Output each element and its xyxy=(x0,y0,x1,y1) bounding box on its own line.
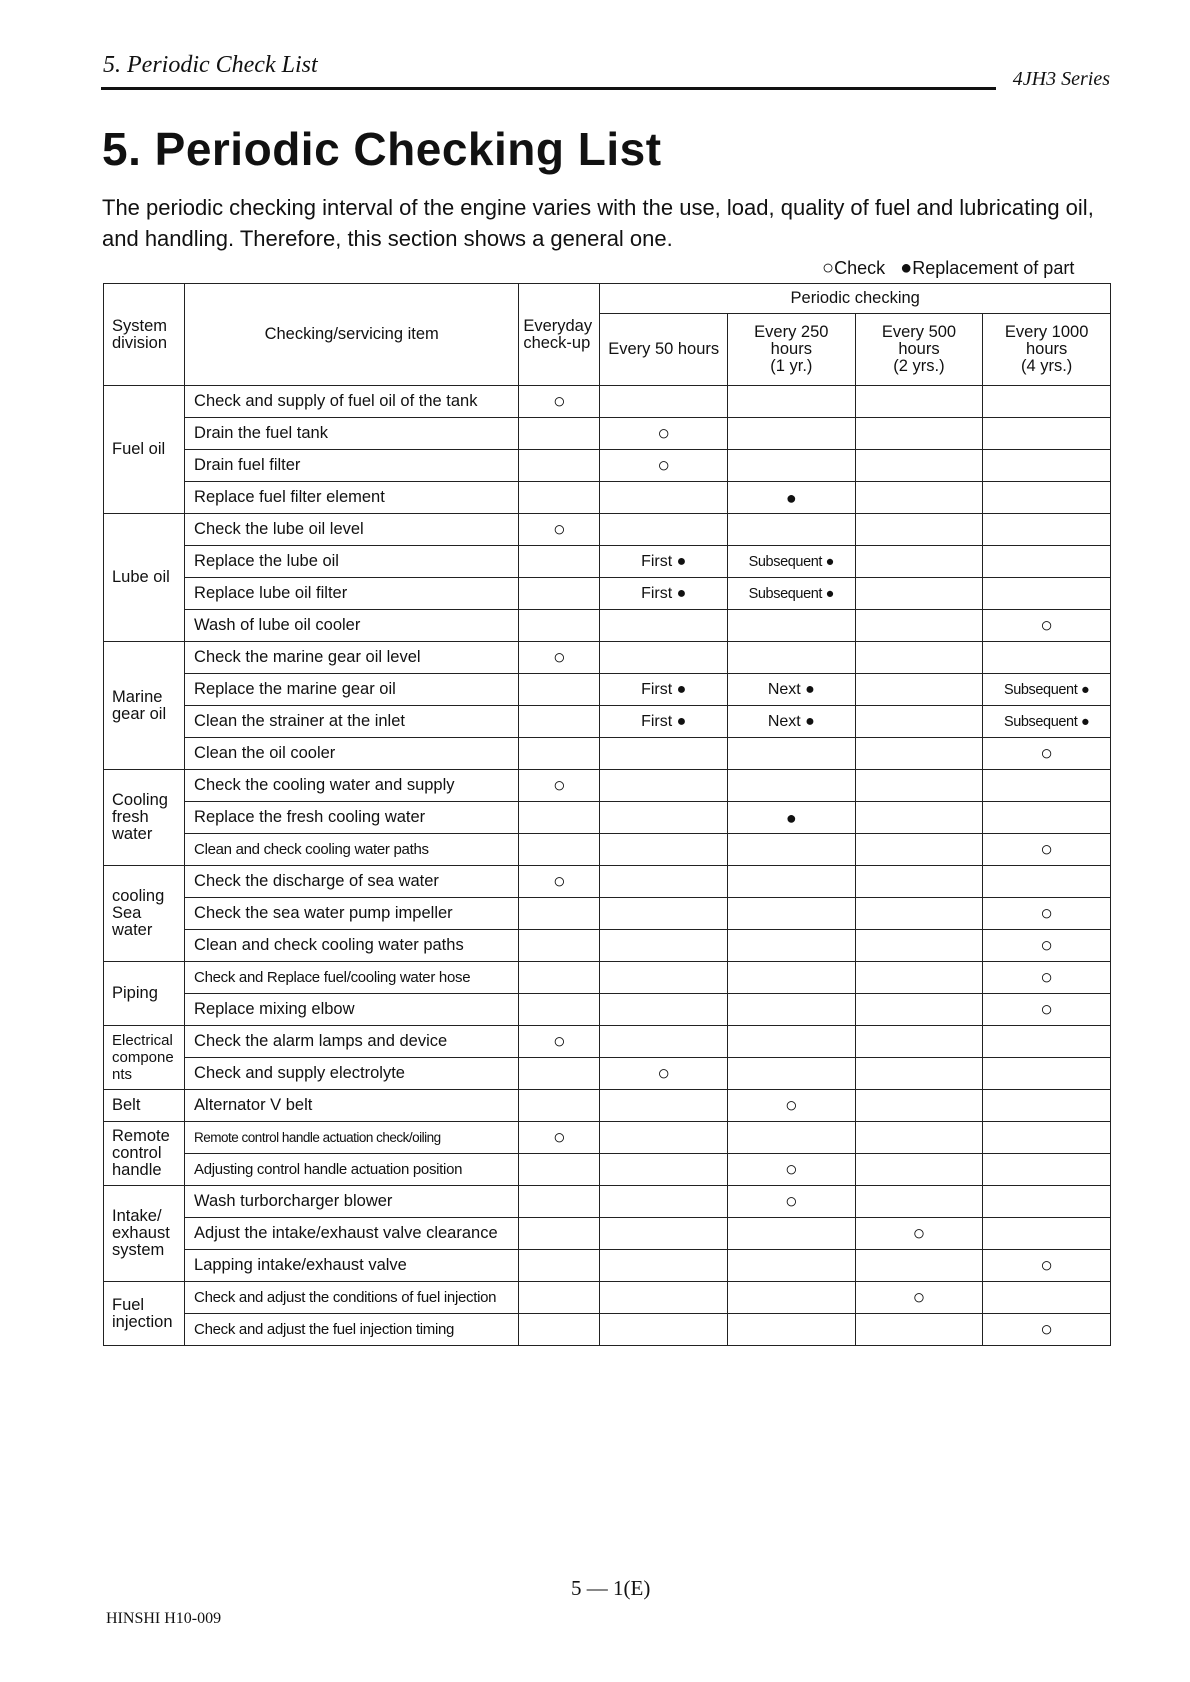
item-label: Replace mixing elbow xyxy=(185,994,519,1026)
division-fuel-oil: Fuel oil xyxy=(104,386,185,514)
mark-500h xyxy=(855,1026,983,1058)
mark-1000h xyxy=(983,418,1111,450)
header-periodic-checking: Periodic checking xyxy=(600,284,1111,314)
mark-everyday xyxy=(519,994,600,1026)
item-label: Check the discharge of sea water xyxy=(185,866,519,898)
header-system-division: System division xyxy=(104,284,185,386)
header-every-1000 xyxy=(983,314,1111,386)
running-header-series: 4JH3 Series xyxy=(1012,68,1110,90)
mark-everyday xyxy=(519,578,600,610)
mark-50h xyxy=(600,610,728,642)
item-label: Replace lube oil filter xyxy=(185,578,519,610)
mark-500h xyxy=(855,610,983,642)
header-checking-item: Checking/servicing item xyxy=(185,284,519,386)
header-every-500-line1: Every 500 xyxy=(881,323,957,341)
division-remote-control-handle: Remote control handle xyxy=(104,1122,185,1186)
mark-250h xyxy=(728,610,856,642)
item-label: Lapping intake/exhaust valve xyxy=(185,1250,519,1282)
mark-50h xyxy=(600,866,728,898)
item-label: Check and adjust the fuel injection timing xyxy=(185,1314,519,1346)
mark-50h xyxy=(600,1218,728,1250)
mark-1000h xyxy=(983,770,1111,802)
item-label: Clean and check cooling water paths xyxy=(185,834,519,866)
mark-1000h xyxy=(983,1218,1111,1250)
mark-500h xyxy=(855,1058,983,1090)
item-label: Clean the strainer at the inlet xyxy=(185,706,519,738)
mark-50h: ○ xyxy=(600,1058,728,1090)
item-label: Drain fuel filter xyxy=(185,450,519,482)
mark-everyday: ○ xyxy=(519,1026,600,1058)
mark-50h: ○ xyxy=(600,450,728,482)
item-label: Alternator V belt xyxy=(185,1090,519,1122)
mark-1000h xyxy=(983,802,1111,834)
mark-250h xyxy=(728,834,856,866)
mark-500h xyxy=(855,834,983,866)
mark-everyday xyxy=(519,706,600,738)
mark-everyday xyxy=(519,1218,600,1250)
mark-500h: ○ xyxy=(855,1218,983,1250)
mark-250h: ○ xyxy=(728,1154,856,1186)
mark-1000h xyxy=(983,1026,1111,1058)
intro-paragraph: The periodic checking interval of the engine varies with the use, load, quality of fuel and lubricating oil, and handling. Therefore, this section shows a general one. xyxy=(102,195,1094,251)
mark-everyday xyxy=(519,1090,600,1122)
mark-50h xyxy=(600,1314,728,1346)
mark-everyday xyxy=(519,738,600,770)
division-electrical-components: Electrical compone nts xyxy=(104,1026,185,1090)
check-symbol-icon: ○ xyxy=(822,257,835,279)
item-label: Check the alarm lamps and device xyxy=(185,1026,519,1058)
mark-1000h: ○ xyxy=(983,962,1111,994)
mark-500h xyxy=(855,578,983,610)
mark-1000h xyxy=(983,482,1111,514)
mark-1000h: Subsequent ● xyxy=(983,674,1111,706)
header-everyday: Everyday check-up xyxy=(519,284,600,386)
mark-everyday xyxy=(519,546,600,578)
mark-500h xyxy=(855,642,983,674)
mark-1000h xyxy=(983,386,1111,418)
header-every-500-line3: (2 yrs.) xyxy=(893,357,945,375)
mark-250h xyxy=(728,514,856,546)
mark-500h xyxy=(855,1250,983,1282)
periodic-checking-table xyxy=(103,283,1111,1346)
mark-1000h xyxy=(983,642,1111,674)
page-number: 5 — 1(E) xyxy=(571,1576,651,1600)
item-label: Replace the lube oil xyxy=(185,546,519,578)
mark-50h: First ● xyxy=(600,546,728,578)
page-title: 5. Periodic Checking List xyxy=(102,123,662,175)
mark-250h: ○ xyxy=(728,1090,856,1122)
mark-50h xyxy=(600,802,728,834)
mark-500h xyxy=(855,482,983,514)
mark-1000h: ○ xyxy=(983,610,1111,642)
mark-everyday xyxy=(519,418,600,450)
mark-50h xyxy=(600,1250,728,1282)
mark-500h xyxy=(855,930,983,962)
mark-50h xyxy=(600,1026,728,1058)
item-label: Clean the oil cooler xyxy=(185,738,519,770)
legend xyxy=(822,257,1074,280)
mark-1000h: ○ xyxy=(983,738,1111,770)
mark-50h xyxy=(600,482,728,514)
mark-500h xyxy=(855,994,983,1026)
mark-1000h: ○ xyxy=(983,930,1111,962)
mark-everyday xyxy=(519,450,600,482)
mark-everyday: ○ xyxy=(519,514,600,546)
mark-500h xyxy=(855,450,983,482)
mark-everyday xyxy=(519,1154,600,1186)
division-intake-exhaust-system: Intake/ exhaust system xyxy=(104,1186,185,1282)
mark-everyday xyxy=(519,1186,600,1218)
mark-everyday xyxy=(519,1314,600,1346)
mark-50h xyxy=(600,898,728,930)
mark-250h: ○ xyxy=(728,1186,856,1218)
mark-250h xyxy=(728,450,856,482)
mark-500h xyxy=(855,866,983,898)
mark-500h xyxy=(855,706,983,738)
mark-everyday: ○ xyxy=(519,386,600,418)
mark-everyday xyxy=(519,1250,600,1282)
mark-250h xyxy=(728,994,856,1026)
mark-250h: Subsequent ● xyxy=(728,546,856,578)
mark-250h xyxy=(728,1218,856,1250)
mark-500h: ○ xyxy=(855,1282,983,1314)
item-label: Adjusting control handle actuation position xyxy=(185,1154,519,1186)
mark-250h xyxy=(728,738,856,770)
mark-250h xyxy=(728,1058,856,1090)
mark-250h xyxy=(728,1282,856,1314)
mark-50h: First ● xyxy=(600,674,728,706)
division-cooling-sea-water: cooling Sea water xyxy=(104,866,185,962)
mark-50h xyxy=(600,1122,728,1154)
mark-250h xyxy=(728,866,856,898)
mark-250h: ● xyxy=(728,802,856,834)
item-label: Drain the fuel tank xyxy=(185,418,519,450)
header-every-1000-line2: hours xyxy=(1026,340,1068,358)
mark-500h xyxy=(855,1090,983,1122)
mark-everyday: ○ xyxy=(519,770,600,802)
item-label: Remote control handle actuation check/oiling xyxy=(185,1122,519,1154)
item-label: Check the lube oil level xyxy=(185,514,519,546)
mark-250h xyxy=(728,418,856,450)
mark-everyday xyxy=(519,674,600,706)
item-label: Clean and check cooling water paths xyxy=(185,930,519,962)
mark-1000h: Subsequent ● xyxy=(983,706,1111,738)
mark-500h xyxy=(855,386,983,418)
mark-everyday xyxy=(519,930,600,962)
mark-1000h xyxy=(983,1154,1111,1186)
mark-50h xyxy=(600,738,728,770)
mark-500h xyxy=(855,1186,983,1218)
mark-everyday: ○ xyxy=(519,1122,600,1154)
mark-50h xyxy=(600,514,728,546)
mark-50h: First ● xyxy=(600,706,728,738)
mark-1000h xyxy=(983,578,1111,610)
division-cooling-fresh-water: Cooling fresh water xyxy=(104,770,185,866)
mark-everyday xyxy=(519,898,600,930)
item-label: Check the marine gear oil level xyxy=(185,642,519,674)
mark-1000h: ○ xyxy=(983,994,1111,1026)
mark-50h xyxy=(600,770,728,802)
mark-250h: Next ● xyxy=(728,706,856,738)
mark-50h xyxy=(600,386,728,418)
mark-50h xyxy=(600,642,728,674)
mark-500h xyxy=(855,770,983,802)
legend-check-label: Check xyxy=(834,258,886,278)
mark-500h xyxy=(855,546,983,578)
mark-everyday: ○ xyxy=(519,642,600,674)
mark-50h: First ● xyxy=(600,578,728,610)
header-every-500 xyxy=(855,314,983,386)
mark-everyday: ○ xyxy=(519,866,600,898)
mark-1000h xyxy=(983,1282,1111,1314)
mark-50h xyxy=(600,1090,728,1122)
item-label: Check the sea water pump impeller xyxy=(185,898,519,930)
header-every-250-line1: Every 250 xyxy=(754,323,829,341)
mark-1000h: ○ xyxy=(983,898,1111,930)
mark-everyday xyxy=(519,834,600,866)
mark-50h xyxy=(600,1186,728,1218)
mark-500h xyxy=(855,802,983,834)
item-label: Replace fuel filter element xyxy=(185,482,519,514)
mark-250h xyxy=(728,1026,856,1058)
running-header-section: 5. Periodic Check List xyxy=(103,52,318,78)
mark-250h xyxy=(728,386,856,418)
mark-1000h: ○ xyxy=(983,1250,1111,1282)
division-piping: Piping xyxy=(104,962,185,1026)
mark-250h xyxy=(728,1314,856,1346)
mark-250h: ● xyxy=(728,482,856,514)
mark-everyday xyxy=(519,962,600,994)
header-every-250-line3: (1 yr.) xyxy=(770,357,813,375)
mark-1000h xyxy=(983,450,1111,482)
mark-everyday xyxy=(519,482,600,514)
header-every-1000-line1: Every 1000 xyxy=(1004,323,1089,341)
mark-500h xyxy=(855,1154,983,1186)
mark-1000h xyxy=(983,546,1111,578)
mark-50h xyxy=(600,962,728,994)
mark-250h xyxy=(728,962,856,994)
mark-1000h xyxy=(983,1186,1111,1218)
document-id: HINSHI H10-009 xyxy=(106,1610,222,1627)
mark-500h xyxy=(855,898,983,930)
mark-250h xyxy=(728,930,856,962)
header-every-500-line2: hours xyxy=(898,340,940,358)
item-label: Wash of lube oil cooler xyxy=(185,610,519,642)
mark-50h xyxy=(600,930,728,962)
mark-250h xyxy=(728,770,856,802)
mark-250h: Subsequent ● xyxy=(728,578,856,610)
mark-250h xyxy=(728,1250,856,1282)
header-rule xyxy=(101,87,996,90)
item-label: Check and supply of fuel oil of the tank xyxy=(185,386,519,418)
replacement-symbol-icon: ● xyxy=(900,257,913,279)
mark-500h xyxy=(855,738,983,770)
item-label: Check and supply electrolyte xyxy=(185,1058,519,1090)
item-label: Check the cooling water and supply xyxy=(185,770,519,802)
mark-50h xyxy=(600,1282,728,1314)
item-label: Replace the marine gear oil xyxy=(185,674,519,706)
division-fuel-injection: Fuel injection xyxy=(104,1282,185,1346)
mark-1000h xyxy=(983,866,1111,898)
legend-replacement-label: Replacement of part xyxy=(912,258,1075,278)
header-every-250 xyxy=(728,314,856,386)
mark-250h xyxy=(728,898,856,930)
mark-1000h xyxy=(983,1058,1111,1090)
header-every-1000-line3: (4 yrs.) xyxy=(1020,357,1073,375)
mark-1000h: ○ xyxy=(983,1314,1111,1346)
division-lube-oil: Lube oil xyxy=(104,514,185,642)
mark-50h xyxy=(600,834,728,866)
mark-500h xyxy=(855,418,983,450)
mark-everyday xyxy=(519,802,600,834)
mark-50h xyxy=(600,994,728,1026)
mark-500h xyxy=(855,1314,983,1346)
item-label: Adjust the intake/exhaust valve clearance xyxy=(185,1218,519,1250)
mark-1000h xyxy=(983,1090,1111,1122)
mark-500h xyxy=(855,674,983,706)
division-marine-gear-oil: Marine gear oil xyxy=(104,642,185,770)
mark-250h xyxy=(728,1122,856,1154)
item-label: Check and Replace fuel/cooling water hose xyxy=(185,962,519,994)
mark-250h: Next ● xyxy=(728,674,856,706)
mark-1000h xyxy=(983,514,1111,546)
mark-50h: ○ xyxy=(600,418,728,450)
header-every-50: Every 50 hours xyxy=(600,314,728,386)
division-belt: Belt xyxy=(104,1090,185,1122)
mark-1000h: ○ xyxy=(983,834,1111,866)
item-label: Check and adjust the conditions of fuel injection xyxy=(185,1282,519,1314)
mark-500h xyxy=(855,1122,983,1154)
header-every-250-line2: hours xyxy=(770,340,812,358)
mark-everyday xyxy=(519,1282,600,1314)
mark-50h xyxy=(600,1154,728,1186)
mark-everyday xyxy=(519,610,600,642)
mark-everyday xyxy=(519,1058,600,1090)
item-label: Replace the fresh cooling water xyxy=(185,802,519,834)
item-label: Wash turborcharger blower xyxy=(185,1186,519,1218)
mark-1000h xyxy=(983,1122,1111,1154)
mark-500h xyxy=(855,962,983,994)
mark-250h xyxy=(728,642,856,674)
mark-500h xyxy=(855,514,983,546)
